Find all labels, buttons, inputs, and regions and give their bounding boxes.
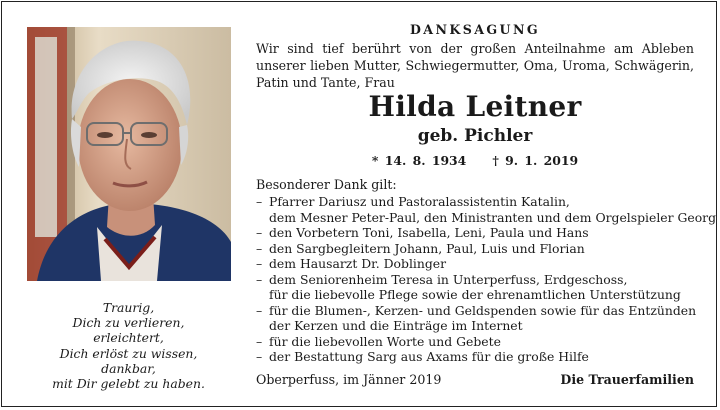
thanks-item-continuation: dem Mesner Peter-Paul, den Ministranten und dem Orgelspieler Georg xyxy=(269,209,717,225)
thanks-label: Besonderer Dank gilt: xyxy=(256,177,397,192)
thanks-item: – für die liebevollen Worte und Gebete xyxy=(256,333,501,349)
poem-line: mit Dir gelebt zu haben. xyxy=(52,376,205,392)
poem-line: Traurig, xyxy=(102,300,155,315)
memorial-poem xyxy=(25,300,232,391)
signature: Die Trauerfamilien xyxy=(560,372,694,387)
deceased-name: Hilda Leitner xyxy=(368,90,582,123)
thanks-item: – Pfarrer Dariusz und Pastoralassistentin Katalin, xyxy=(256,194,570,209)
thanks-item: – den Sargbegleitern Johann, Paul, Luis und Florian xyxy=(256,240,585,256)
birth-date: * 14. 8. 1934 xyxy=(371,153,467,168)
thanks-item-continuation: der Kerzen und die Einträge im Internet xyxy=(269,318,523,334)
poem-line: dankbar, xyxy=(101,360,156,376)
thanks-item: – der Bestattung Sarg aus Axams für die große Hilfe xyxy=(256,349,589,365)
poem-line: erleichtert, xyxy=(93,330,164,346)
thanks-list xyxy=(256,194,717,365)
intro-text: Wir sind tief berührt von der großen Anteilnahme am Ableben unserer lieben Mutter, Schwiegermutter, Oma, Uroma, Schwägerin, Patin und Tante, Frau xyxy=(256,41,694,90)
thanks-item: – den Vorbetern Toni, Isabella, Leni, Paula und Hans xyxy=(256,225,589,241)
poem-line: Dich erlöst zu wissen, xyxy=(59,345,198,361)
life-dates xyxy=(256,153,694,169)
thanks-item: – dem Seniorenheim Teresa in Unterperfuss, Erdgeschoss, xyxy=(256,271,628,287)
poem-line: Dich zu verlieren, xyxy=(72,315,185,331)
notice-heading: DANKSAGUNG xyxy=(409,22,541,37)
thanks-item: – dem Hausarzt Dr. Doblinger xyxy=(256,256,447,272)
portrait-image xyxy=(27,27,231,281)
death-date: † 9. 1. 2019 xyxy=(492,153,579,168)
maiden-name: geb. Pichler xyxy=(417,126,533,146)
thanks-item: – für die Blumen-, Kerzen- und Geldspenden sowie für das Entzünden xyxy=(256,302,697,318)
portrait-photo xyxy=(27,27,231,281)
place-date: Oberperfuss, im Jänner 2019 xyxy=(256,372,442,387)
thanks-item-continuation: für die liebevolle Pflege sowie der ehrenamtlichen Unterstützung xyxy=(269,287,681,303)
